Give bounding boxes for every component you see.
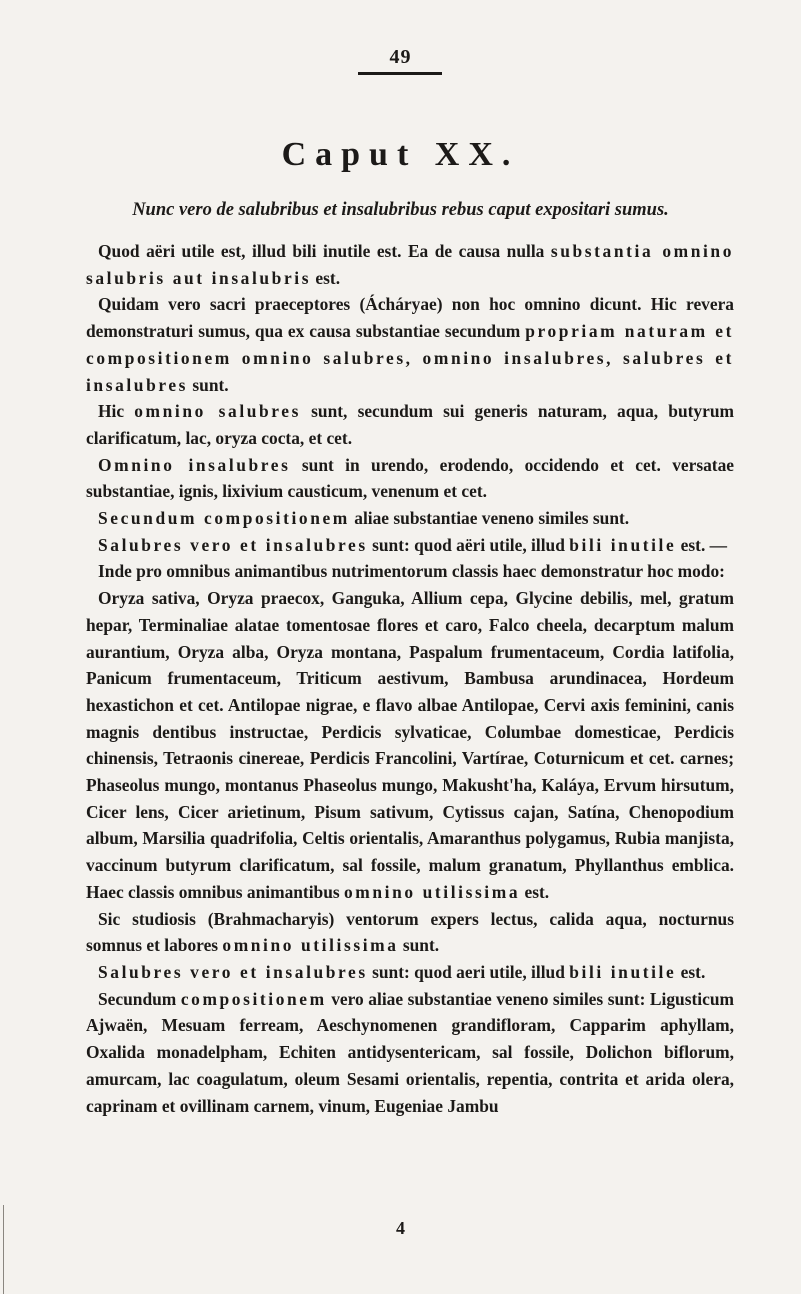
chapter-subtitle: Nunc vero de salubribus et insalubribus rebus caput expositari sumus. bbox=[132, 200, 669, 220]
spaced-emphasis: omnino salubres bbox=[134, 401, 301, 422]
paragraph bbox=[86, 906, 734, 959]
spaced-emphasis: compositionem bbox=[180, 988, 327, 1009]
signature-mark: 4 bbox=[396, 1218, 405, 1238]
text-run: Sic studiosis (Brahmacharyis) ventorum expers lectus, calida aqua, nocturnus somnus et labores bbox=[86, 908, 734, 956]
text-run: Secundum bbox=[98, 988, 181, 1009]
text-run: Quod aëri utile est, illud bili inutile est. Ea de causa nulla bbox=[98, 241, 551, 261]
scan-edge-line bbox=[3, 1205, 4, 1294]
spaced-emphasis: bili inutile bbox=[569, 961, 677, 982]
spaced-emphasis: substantia omnino salubris aut insalubris bbox=[86, 241, 734, 288]
spaced-emphasis: omnino utilissima bbox=[222, 935, 399, 956]
spaced-emphasis: Salubres vero et insalubres bbox=[98, 534, 368, 555]
paragraph bbox=[86, 398, 734, 451]
text-run: Oryza sativa, Oryza praecox, Ganguka, Allium cepa, Glycine debilis, mel, gratum hepar, Terminaliae alatae tomentosae flores et caro, Falco cheela, decarptum malum aurantium, Oryza alba, Oryza montana, Paspalum frumentaceum, Cordia latifolia, Panicum frumentaceum, Triticum aestivum, Bambusa arundinacea, Hordeum hexastichon et cet. Antilopae nigrae, e flavo albae Antilopae, Cervi axis feminini, canis magnis dentibus instructae, Perdicis sylvaticae, Columbae domesticae, Perdicis chinensis, Tetraonis cinereae, Perdicis Francolini, Vartírae, Coturnicum et cet. carnes; Phaseolus mungo, montanus Phaseolus mungo, Makusht'ha, Kaláya, Ervum hirsutum, Cicer lens, Cicer arietinum, Pisum sativum, Cytissus cajan, Satína, Chenopodium album, Marsilia quadrifolia, Celtis orientalis, Amaranthus polygamus, Rubia manjista, vaccinum butyrum clarificatum, sal fossile, malum granatum, Phyllanthus emblica. Haec classis omnibus animantibus bbox=[86, 588, 734, 902]
paragraph bbox=[86, 959, 734, 986]
spaced-emphasis: bili inutile bbox=[569, 534, 677, 555]
text-run: sunt: quod aëri utile, illud bbox=[367, 534, 570, 555]
text-run: aliae substantiae veneno similes sunt. bbox=[349, 508, 630, 529]
spaced-emphasis: Salubres vero et insalubres bbox=[98, 961, 368, 982]
text-run: sunt, secundum sui generis naturam, aqua, butyrum clarificatum, lac, oryza cocta, et cet. bbox=[86, 401, 735, 448]
text-run: est. bbox=[520, 881, 550, 902]
text-run: sunt in urendo, erodendo, occidendo et cet. versatae substantiae, ignis, lixivium causticum, venenum et cet. bbox=[86, 454, 734, 502]
spaced-emphasis: propriam naturam et compositionem omnino salubres, omnino insalubres, salubres et insalubres bbox=[86, 321, 734, 395]
paragraph bbox=[86, 558, 734, 585]
text-run: Hic bbox=[98, 401, 135, 422]
text-run: vero aliae substantiae veneno similes sunt: Ligusticum Ajwaën, Mesuam ferream, Aeschynomenen grandifloram, Capparim aphyllam, Oxalida monadelpham, Echiten antidysentericam, sal fossile, Dolichon biflorum, amurcam, lac coagulatum, oleum Sesami orientalis, repentia, contrita et arida olera, caprinam et ovillinam carnem, vinum, Eugeniae Jambu bbox=[86, 988, 734, 1116]
spaced-emphasis: omnino utilissima bbox=[344, 881, 521, 902]
page-number-rule bbox=[358, 72, 442, 75]
text-run: sunt. bbox=[188, 374, 229, 395]
page-number: 49 bbox=[389, 46, 412, 68]
paragraph bbox=[86, 452, 734, 505]
spaced-emphasis: Secundum compositionem bbox=[98, 508, 350, 529]
paragraph bbox=[86, 505, 734, 532]
paragraph bbox=[86, 291, 734, 398]
paragraph bbox=[86, 532, 734, 559]
spaced-emphasis: Omnino insalubres bbox=[98, 454, 291, 475]
paragraph bbox=[86, 585, 734, 905]
body-text bbox=[86, 238, 734, 1119]
text-run: est. bbox=[676, 961, 706, 982]
text-run: sunt. bbox=[398, 935, 440, 956]
text-run: est. — bbox=[676, 534, 728, 555]
chapter-title: Caput XX. bbox=[281, 136, 520, 173]
paragraph bbox=[86, 238, 734, 291]
text-run: Quidam vero sacri praeceptores (Ácháryae) non hoc omnino dicunt. Hic revera demonstraturi sumus, qua ex causa substantiae secundum bbox=[86, 294, 734, 342]
text-run: Inde pro omnibus animantibus nutrimentorum classis haec demonstratur hoc modo: bbox=[98, 561, 725, 582]
paragraph bbox=[86, 986, 734, 1120]
text-run: sunt: quod aeri utile, illud bbox=[367, 961, 570, 982]
text-run: est. bbox=[311, 267, 341, 288]
